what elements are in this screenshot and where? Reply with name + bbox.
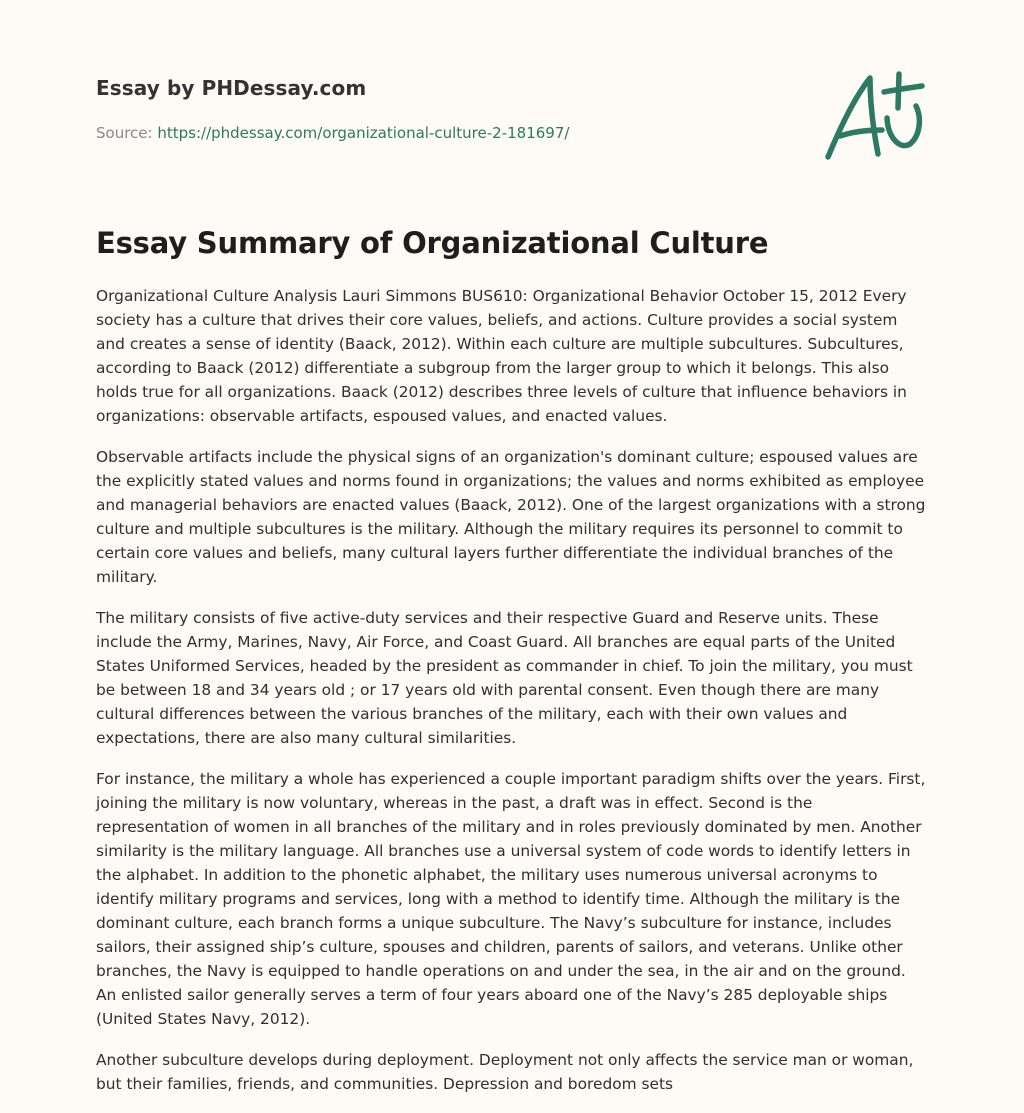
essay-paragraph: Observable artifacts include the physical signs of an organization's dominant culture; espoused values are the explicitly stated values and norms found in organizations; the values and norms exhibited as employee and managerial behaviors are enacted values (Baack, 2012). One of the largest organizations with a strong culture and multiple subcultures is the military. Although the military requires its personnel to commit to certain core values and beliefs, many cultural layers further differentiate the individual branches of the military. (96, 448, 926, 586)
essay-paragraph: For instance, the military a whole has experienced a couple important paradigm shifts over the years. First, joining the military is now voluntary, whereas in the past, a draft was in effect. Second is the representation of women in all branches of the military and in roles previously dominated by men. Another similarity is the military language. All branches use a universal system of code words to identify letters in the alphabet. In addition to the phonetic alphabet, the military uses numerous universal acronyms to identify military programs and services, long with a method to identify time. Although the military is the dominant culture, each branch forms a unique subculture. The Navy’s subculture for instance, includes sailors, their assigned ship’s culture, spouses and children, parents of sailors, and veterans. Unlike other branches, the Navy is equipped to handle operations on and under the sea, in the air and on the ground. An enlisted sailor generally serves a term of four years aboard one of the Navy’s 285 deployable ships (United States Navy, 2012). (96, 770, 926, 1028)
site-brand: Essay by PHDessay.com (96, 76, 367, 100)
source-line (96, 124, 569, 142)
essay-title: Essay Summary of Organizational Culture (96, 226, 769, 260)
essay-paragraph: Organizational Culture Analysis Lauri Simmons BUS610: Organizational Behavior October 15, 2012 Every society has a culture that drives their core values, beliefs, and actions. Culture provides a social system and creates a sense of identity (Baack, 2012). Within each culture are multiple subcultures. Subcultures, according to Baack (2012) differentiate a subgroup from the larger group to which it belongs. This also holds true for all organizations. Baack (2012) describes three levels of culture that influence behaviors in organizations: observable artifacts, espoused values, and enacted values. (96, 287, 907, 425)
source-link[interactable]: https://phdessay.com/organizational-culture-2-181697/ (157, 124, 570, 142)
essay-paragraph: Another subculture develops during deployment. Deployment not only affects the service man or woman, but their families, friends, and communities. Depression and boredom sets (96, 1051, 914, 1093)
a-plus-logo-icon (818, 66, 930, 166)
essay-paragraph: The military consists of five active-duty services and their respective Guard and Reserve units. These include the Army, Marines, Navy, Air Force, and Coast Guard. All branches are equal parts of the United States Uniformed Services, headed by the president as commander in chief. To join the military, you must be between 18 and 34 years old ; or 17 years old with parental consent. Even though there are many cultural differences between the various branches of the military, each with their own values and expectations, there are also many cultural similarities. (96, 609, 913, 747)
source-label: Source: (96, 124, 153, 142)
essay-body (96, 284, 928, 1113)
